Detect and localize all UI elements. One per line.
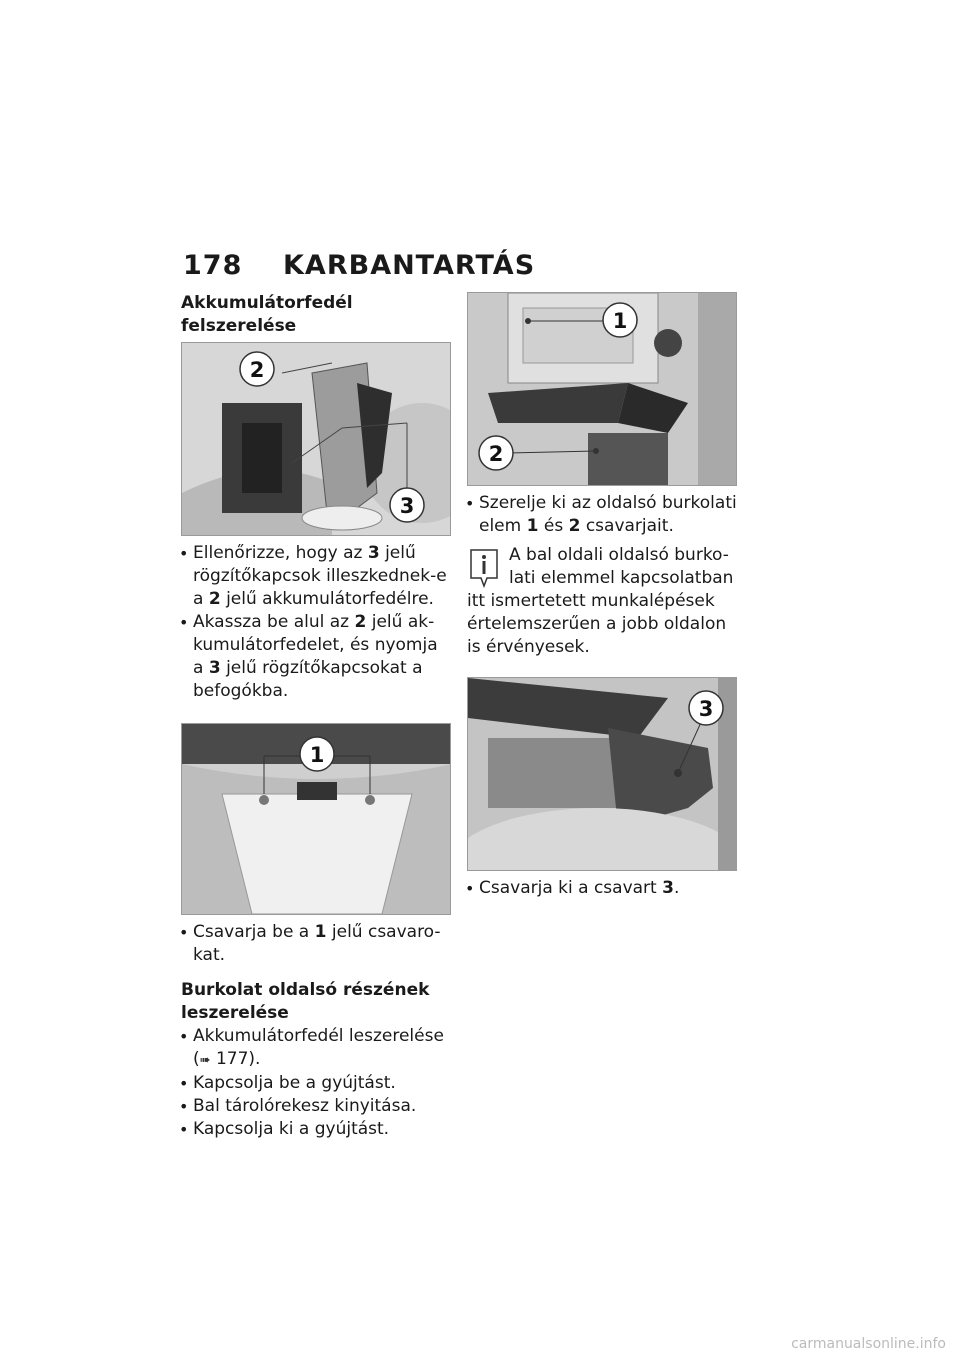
info-icon (467, 546, 501, 590)
figure-battery-cover (181, 342, 451, 536)
list-item: • Kapcsolja be a gyújtást. (181, 1072, 451, 1095)
note-text: A bal oldali oldalsó burko-lati elemmel kapcsolatban itt ismertetett munkalépések értelemszerűen a jobb oldalon is érvényesek. (467, 545, 734, 657)
steps-list-3 (181, 1025, 451, 1141)
figure-screw-3 (467, 677, 737, 871)
callout-label-2: 2 (249, 358, 265, 382)
callout-label-1: 1 (612, 309, 628, 333)
list-item: • Akassza be alul az 2 jelű ak-kumulátorfedelet, és nyomja a 3 jelű rögzítőkapcsokat a befogókba. (181, 611, 451, 703)
steps-list-1 (181, 542, 451, 703)
list-item: • Szerelje ki az oldalsó burkolati elem 1 és 2 csavarjait. (467, 492, 737, 538)
list-item: • Akkumulátorfedél leszerelése (➠ 177). (181, 1025, 451, 1072)
right-column (467, 292, 737, 900)
figure-side-panel-screws (467, 292, 737, 486)
list-item: • Bal tárolórekesz kinyitása. (181, 1095, 451, 1118)
list-item: • Csavarja ki a csavart 3. (467, 877, 737, 900)
watermark: carmanualsonline.info (791, 1336, 946, 1352)
page-header (183, 250, 535, 281)
list-item: • Csavarja be a 1 jelű csavaro-kat. (181, 921, 451, 967)
callout-label-3: 3 (698, 697, 714, 721)
callout-label-1: 1 (309, 743, 325, 767)
steps-list-5 (467, 877, 737, 900)
figure-screw-1 (181, 723, 451, 915)
steps-list-4 (467, 492, 737, 538)
list-item: • Ellenőrizze, hogy az 3 jelű rögzítőkapcsok illeszkednek-e a 2 jelű akkumulátorfedélre. (181, 542, 451, 611)
section-title-battery-cover: Akkumulátorfedél felszerelése (181, 293, 353, 336)
callout-label-2: 2 (488, 442, 504, 466)
callout-label-3: 3 (399, 494, 415, 518)
left-column (181, 292, 451, 1141)
list-item: • Kapcsolja ki a gyújtást. (181, 1118, 451, 1141)
chapter-title: KARBANTARTÁS (283, 250, 536, 281)
page-number: 178 (183, 250, 243, 281)
section-title-side-panel: Burkolat oldalsó részének leszerelése (181, 980, 430, 1023)
steps-list-2 (181, 921, 451, 967)
reference-arrow-icon: ➠ (199, 1053, 211, 1068)
info-note (467, 544, 737, 659)
